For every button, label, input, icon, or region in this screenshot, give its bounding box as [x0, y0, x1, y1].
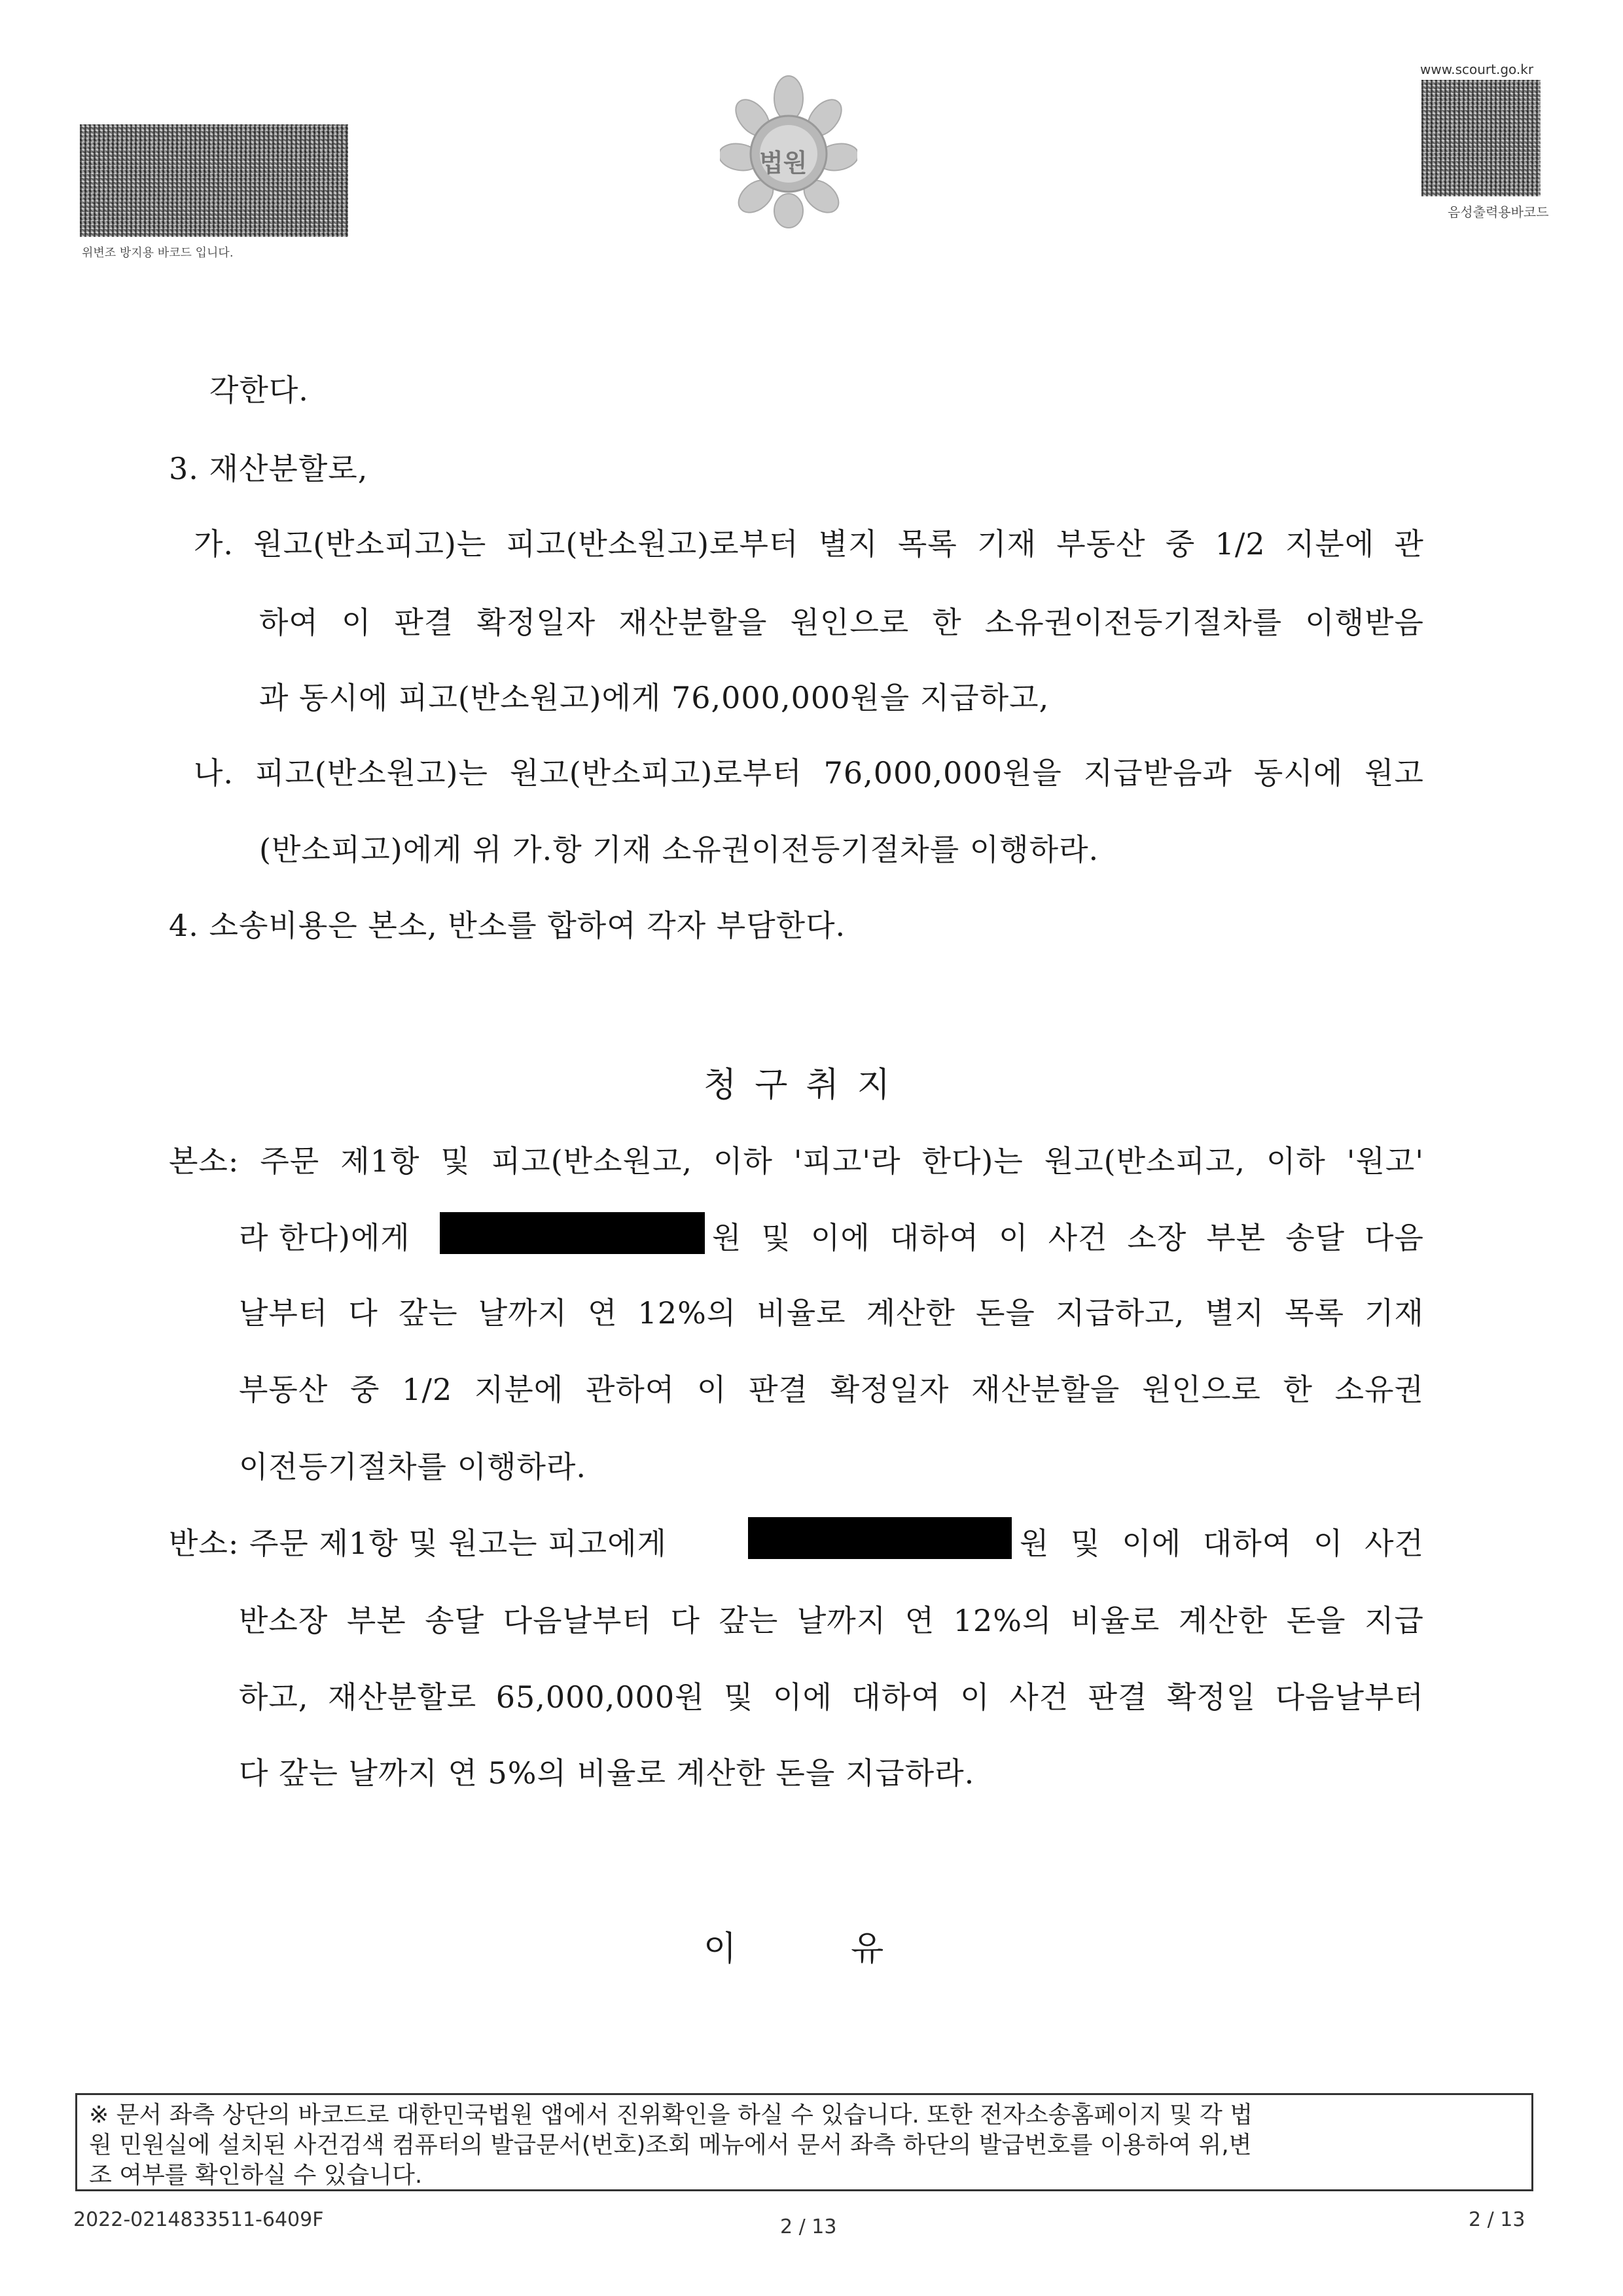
- claim-line-4: 부동산 중 1/2 지분에 관하여 이 판결 확정일자 재산분할을 원인으로 한 소유권: [239, 1372, 1424, 1407]
- body-line-7: (반소피고)에게 위 가.항 기재 소유권이전등기절차를 이행하라.: [259, 832, 1099, 867]
- body-line-8: 4. 소송비용은 본소, 반소를 합하여 각자 부담한다.: [169, 908, 846, 943]
- issue-number: 2022-0214833511-6409F: [73, 2208, 324, 2231]
- reason-heading-2: 유: [851, 1929, 884, 1969]
- reason-heading-1: 이: [704, 1929, 737, 1969]
- claim-line-2a: 라 한다)에게: [239, 1220, 410, 1255]
- claim-line-1: 본소: 주문 제1항 및 피고(반소원고, 이하 '피고'라 한다)는 원고(반소피고, 이하 '원고': [169, 1143, 1424, 1179]
- claim-line-5: 이전등기절차를 이행하라.: [239, 1449, 587, 1484]
- notice-line-2: 원 민원실에 설치된 사건검색 컴퓨터의 발급문서(번호)조회 메뉴에서 문서 좌측 하단의 발급번호를 이용하여 위,변: [89, 2132, 1252, 2159]
- page-number-center: 2 / 13: [780, 2215, 837, 2238]
- claim-line-8: 하고, 재산분할로 65,000,000원 및 이에 대하여 이 사건 판결 확정일 다음날부터: [239, 1679, 1424, 1715]
- claim-line-6b: 원 및 이에 대하여 이 사건: [1020, 1526, 1424, 1561]
- body-line-2: 3. 재산분할로,: [169, 451, 368, 486]
- body-line-4: 하여 이 판결 확정일자 재산분할을 원인으로 한 소유권이전등기절차를 이행받음: [259, 605, 1424, 640]
- voice-output-barcode: [1421, 80, 1541, 196]
- claim-line-3: 날부터 다 갚는 날까지 연 12%의 비율로 계산한 돈을 지급하고, 별지 목록 기재: [239, 1295, 1424, 1331]
- body-line-5: 과 동시에 피고(반소원고)에게 76,000,000원을 지급하고,: [259, 680, 1050, 715]
- anti-forgery-barcode-caption: 위변조 방지용 바코드 입니다.: [82, 246, 234, 260]
- redaction-bar-1: [440, 1212, 705, 1254]
- notice-line-1: ※ 문서 좌측 상단의 바코드로 대한민국법원 앱에서 진위확인을 하실 수 있습니다. 또한 전자소송홈페이지 및 각 법: [89, 2102, 1253, 2128]
- notice-line-3: 조 여부를 확인하실 수 있습니다.: [89, 2162, 423, 2189]
- body-line-3: 가. 원고(반소피고)는 피고(반소원고)로부터 별지 목록 기재 부동산 중 1/2 지분에 관: [194, 526, 1424, 562]
- redaction-bar-2: [748, 1517, 1012, 1559]
- body-line-1: 각한다.: [209, 372, 309, 408]
- claim-line-9: 다 갚는 날까지 연 5%의 비율로 계산한 돈을 지급하라.: [239, 1755, 975, 1791]
- voice-output-barcode-caption: 음성출력용바코드: [1448, 204, 1549, 220]
- claim-line-6a: 반소: 주문 제1항 및 원고는 피고에게: [169, 1526, 667, 1561]
- page-number-right: 2 / 13: [1469, 2208, 1525, 2231]
- claim-line-7: 반소장 부본 송달 다음날부터 다 갚는 날까지 연 12%의 비율로 계산한 돈을 지급: [239, 1603, 1424, 1638]
- claim-heading: 청구취지: [704, 1066, 908, 1105]
- claim-line-2b: 원 및 이에 대하여 이 사건 소장 부본 송달 다음: [712, 1220, 1424, 1255]
- scourt-url: www.scourt.go.kr: [1420, 62, 1534, 77]
- body-line-6: 나. 피고(반소원고)는 원고(반소피고)로부터 76,000,000원을 지급받음과 동시에 원고: [194, 755, 1424, 791]
- verification-notice: [75, 2093, 1533, 2191]
- court-seal-text: 법원: [759, 149, 808, 177]
- anti-forgery-barcode: [80, 124, 348, 237]
